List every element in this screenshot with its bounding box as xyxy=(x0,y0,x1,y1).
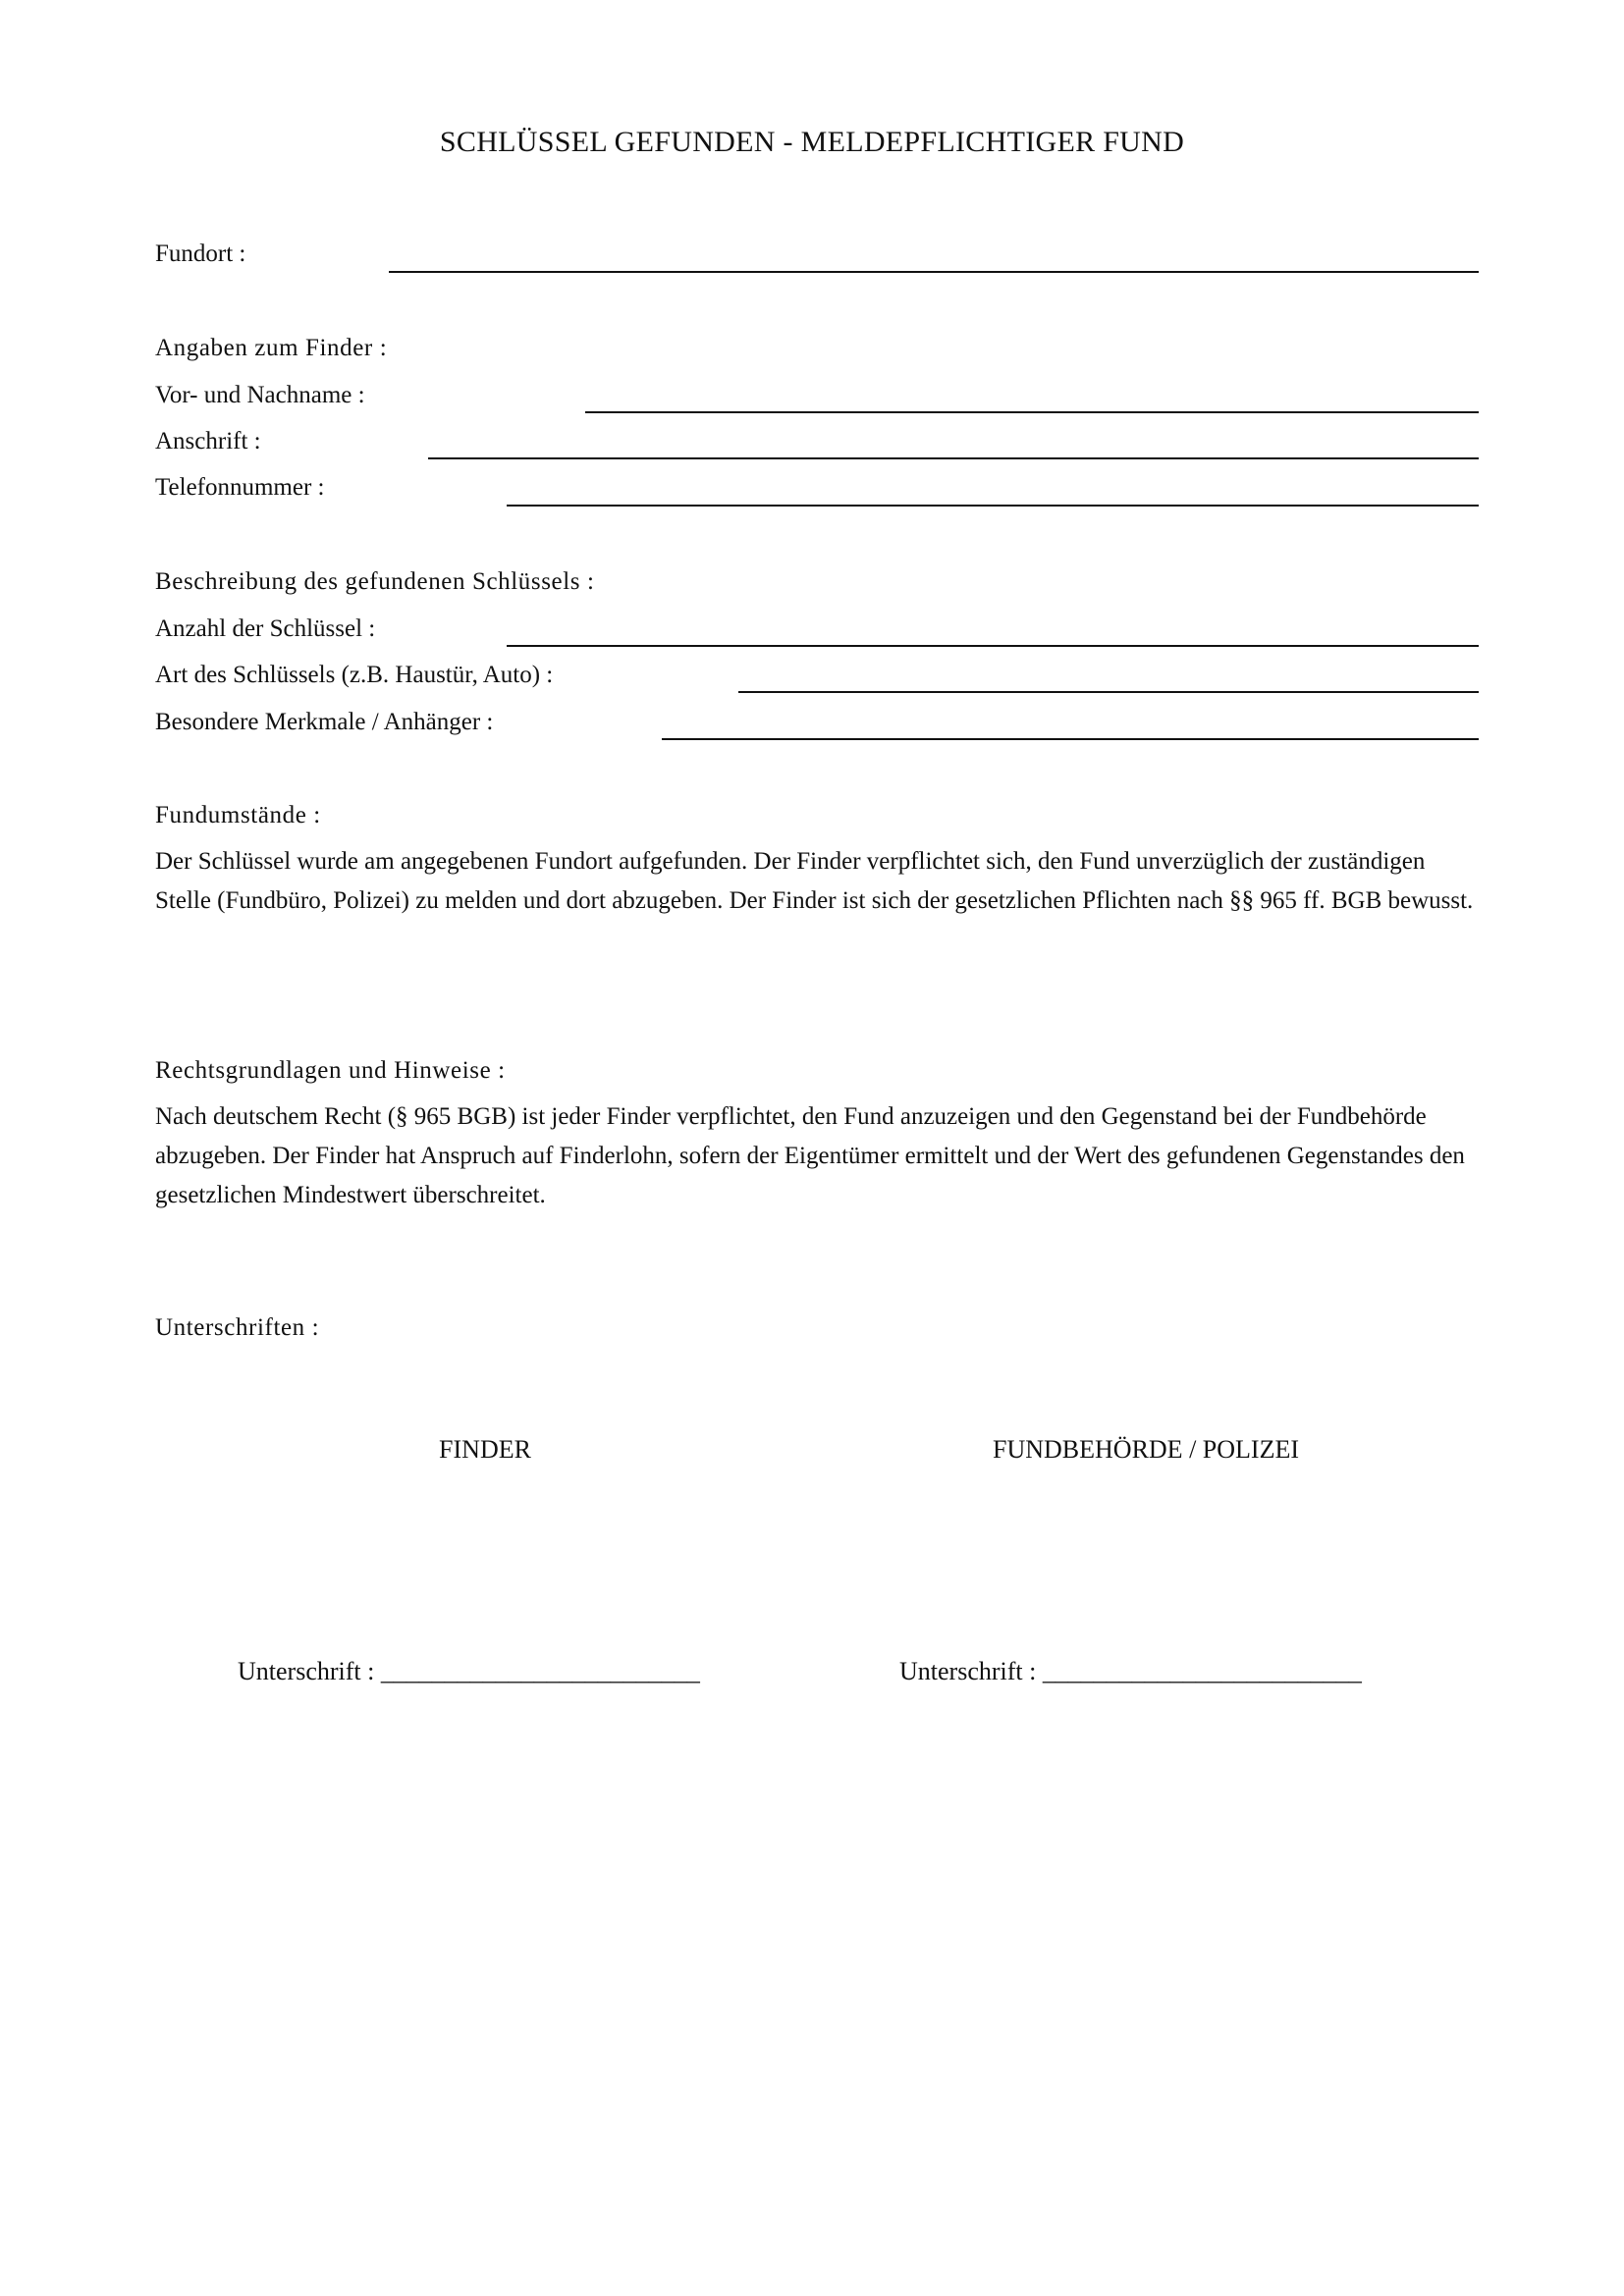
finder-signature-line[interactable]: Unterschrift : _________________________ xyxy=(238,1657,700,1685)
legal-heading: Rechtsgrundlagen und Hinweise : xyxy=(155,1057,506,1084)
key-type-label: Art des Schlüssels (z.B. Haustür, Auto) : xyxy=(155,662,554,688)
finder-name-label: Vor- und Nachname : xyxy=(155,382,365,408)
fundort-field[interactable] xyxy=(389,271,1479,273)
key-type-field[interactable] xyxy=(738,691,1479,693)
signatures-heading: Unterschriften : xyxy=(155,1314,320,1341)
circumstances-heading: Fundumstände : xyxy=(155,802,321,828)
key-features-field[interactable] xyxy=(662,738,1479,740)
authority-column-label: FUNDBEHÖRDE / POLIZEI xyxy=(993,1435,1299,1464)
key-description-heading: Beschreibung des gefundenen Schlüssels : xyxy=(155,568,595,595)
legal-text: Nach deutschem Recht (§ 965 BGB) ist jeder Finder verpflichtet, den Fund anzuzeigen und den Gegenstand bei der Fundbehörde abzugeben. Der Finder hat Anspruch auf Finderlohn, sofern der Eigentümer ermittelt und der Wert des gefundenen Gegenstandes den gesetzlichen Mindestwert überschreitet. xyxy=(155,1103,1465,1208)
key-count-label: Anzahl der Schlüssel : xyxy=(155,615,376,642)
authority-signature-line[interactable]: Unterschrift : _________________________ xyxy=(899,1657,1362,1685)
finder-heading: Angaben zum Finder : xyxy=(155,335,388,361)
circumstances-text: Der Schlüssel wurde am angegebenen Fundort aufgefunden. Der Finder verpflichtet sich, den Fund unverzüglich der zuständigen Stelle (Fundbüro, Polizei) zu melden und dort abzugeben. Der Finder ist sich der gesetzlichen Pflichten nach §§ 965 ff. BGB bewusst. xyxy=(155,848,1474,914)
finder-phone-label: Telefonnummer : xyxy=(155,474,325,501)
fundort-label: Fundort : xyxy=(155,240,246,267)
key-count-field[interactable] xyxy=(507,645,1479,647)
finder-address-label: Anschrift : xyxy=(155,428,261,454)
finder-phone-field[interactable] xyxy=(507,505,1479,507)
document-title: SCHLÜSSEL GEFUNDEN - MELDEPFLICHTIGER FUND xyxy=(439,126,1185,158)
key-features-label: Besondere Merkmale / Anhänger : xyxy=(155,709,494,735)
finder-name-field[interactable] xyxy=(585,411,1479,413)
finder-address-field[interactable] xyxy=(428,457,1479,459)
finder-column-label: FINDER xyxy=(439,1435,531,1464)
